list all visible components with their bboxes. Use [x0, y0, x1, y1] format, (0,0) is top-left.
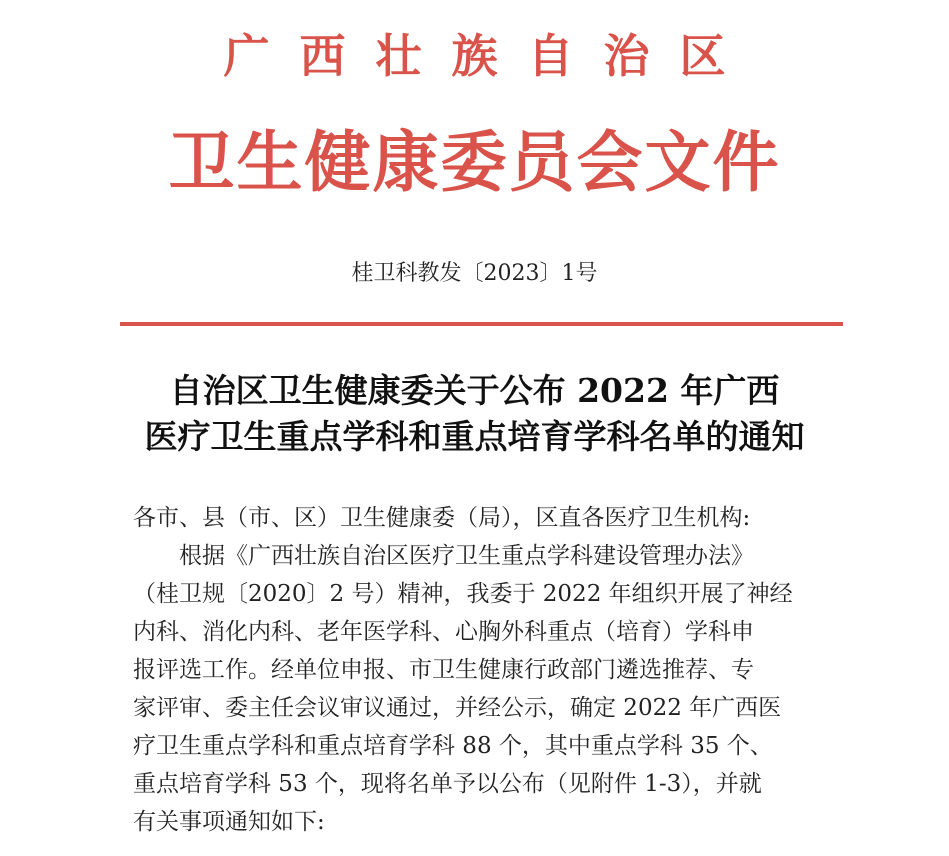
notice-body	[133, 499, 853, 841]
body-line: 疗卫生重点学科和重点培育学科 88 个，其中重点学科 35 个、	[133, 733, 773, 759]
body-line: 根据《广西壮族自治区医疗卫生重点学科建设管理办法》	[179, 543, 754, 569]
notice-title-line-1: 自治区卫生健康委关于公布 2022 年广西	[169, 371, 780, 410]
red-divider-line	[120, 322, 843, 326]
document-type-heading: 卫生健康委员会文件	[168, 123, 781, 201]
body-line: （桂卫规〔2020〕2 号）精神，我委于 2022 年组织开展了神经	[133, 581, 793, 607]
document-number: 桂卫科教发〔2023〕1号	[351, 261, 598, 286]
body-line: 家评审、委主任会议审议通过，并经公示，确定 2022 年广西医	[133, 695, 782, 721]
issuer-org-line: 广西壮族自治区	[223, 29, 756, 83]
notice-title	[0, 368, 949, 460]
body-line: 重点培育学科 53 个，现将名单予以公布（见附件 1-3），并就	[133, 771, 762, 797]
body-line: 有关事项通知如下:	[133, 809, 325, 835]
recipients-line: 各市、县（市、区）卫生健康委（局），区直各医疗卫生机构:	[133, 505, 751, 531]
notice-title-line-2: 医疗卫生重点学科和重点培育学科名单的通知	[144, 417, 805, 456]
body-line: 内科、消化内科、老年医学科、心胸外科重点（培育）学科申	[133, 619, 754, 645]
body-line: 报评选工作。经单位申报、市卫生健康行政部门遴选推荐、专	[133, 657, 754, 683]
